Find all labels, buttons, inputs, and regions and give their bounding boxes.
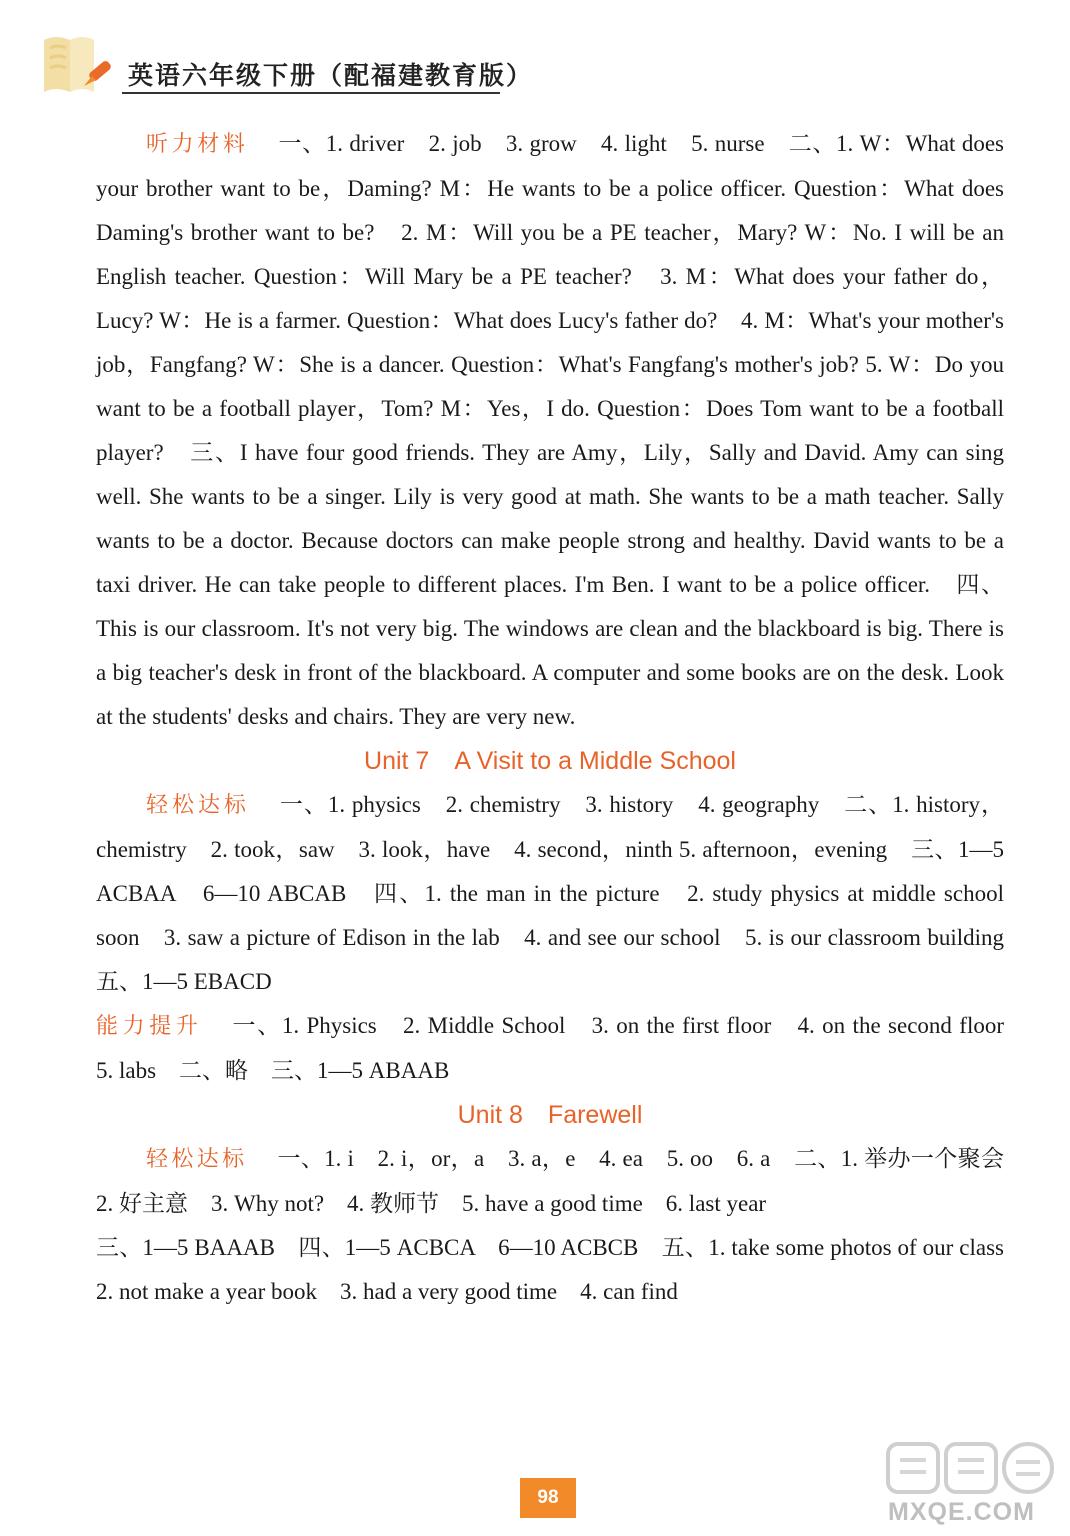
- page-number: 98: [520, 1478, 576, 1518]
- unit8-basic-text: 一、1. i 2. i，or，a 3. a，e 4. ea 5. oo 6. a 二、1. 举办一个聚会 2. 好主意 3. Why not? 4. 教师节 5. have a good time 6. last year: [96, 1146, 1027, 1216]
- listening-material-paragraph: [96, 122, 1004, 739]
- section-label-listening: 听力材料: [146, 132, 249, 157]
- section-label-advanced: 能力提升: [96, 1014, 203, 1039]
- unit8-answers-paragraph: [96, 1226, 1027, 1314]
- unit7-title: Unit 7 A Visit to a Middle School: [364, 747, 736, 775]
- section-label-basic: 轻松达标: [146, 1147, 248, 1172]
- unit8-answers-text: 三、1—5 BAAAB 四、1—5 ACBCA 6—10 ACBCB 五、1. take some photos of our class 2. not make a year book 3. had a very good time 4. can find: [96, 1235, 1027, 1304]
- unit8-basic-paragraph: [96, 1137, 1027, 1226]
- site-watermark: [880, 1440, 1060, 1530]
- unit7-advanced-text: 一、1. Physics 2. Middle School 3. on the first floor 4. on the second floor 5. labs 二、略 三、1—5 ABAAB: [96, 1013, 1027, 1083]
- listening-material-text: 一、1. driver 2. job 3. grow 4. light 5. nurse 二、1. W：What does your brother want to be，Daming? M：He wants to be a police officer. Question：What does Daming's brother want to be? 2. M：Will you be a PE teacher，Mary? W：No. I will be an English teacher. Question：Will Mary be a PE teacher? 3. M：What does your father do，Lucy? W：He is a farmer. Question：What does Lucy's father do? 4. M：What's your mother's job，Fangfang? W：She is a dancer. Question：What's Fangfang's mother's job? 5. W：Do you want to be a football player，Tom? M：Yes，I do. Question：Does Tom want to be a football player? 三、I have four good friends. They are Amy，Lily，Sally and David. Amy can sing well. She wants to be a singer. Lily is very good at math. She wants to be a math teacher. Sally wants to be a doctor. Because doctors can make people strong and healthy. David wants to be a taxi driver. He can take people to different places. I'm Ben. I want to be a police officer. 四、This is our classroom. It's not very big. The windows are clean and the blackboard is big. There is a big teacher's desk in front of the blackboard. A computer and some books are on the desk. Look at the students' desks and chairs. They are very new.: [96, 131, 1004, 729]
- answer-content: [96, 122, 1027, 1314]
- unit8-title: Unit 8 Farewell: [457, 1101, 643, 1129]
- page-header: [0, 0, 1070, 110]
- unit7-basic-paragraph: [96, 783, 1027, 1004]
- watermark-logo-mark: [886, 1440, 1058, 1496]
- unit7-advanced-paragraph: [96, 1004, 1027, 1093]
- unit7-basic-text: 一、1. physics 2. chemistry 3. history 4. geography 二、1. history，chemistry 2. took，saw 3. look，have 4. second，ninth 5. afternoon，evening 三、1—5 ACBAA 6—10 ABCAB 四、1. the man in the picture 2. study physics at middle school soon 3. saw a picture of Edison in the lab 4. and see our school 5. is our classroom building 五、1—5 EBACD: [96, 792, 1027, 994]
- header-title: 英语六年级下册（配福建教育版）: [128, 61, 534, 90]
- section-label-basic: 轻松达标: [146, 793, 250, 818]
- watermark-text: MXQE.COM: [888, 1498, 1035, 1526]
- book-brush-logo: [36, 30, 116, 102]
- header-divider: [122, 92, 500, 94]
